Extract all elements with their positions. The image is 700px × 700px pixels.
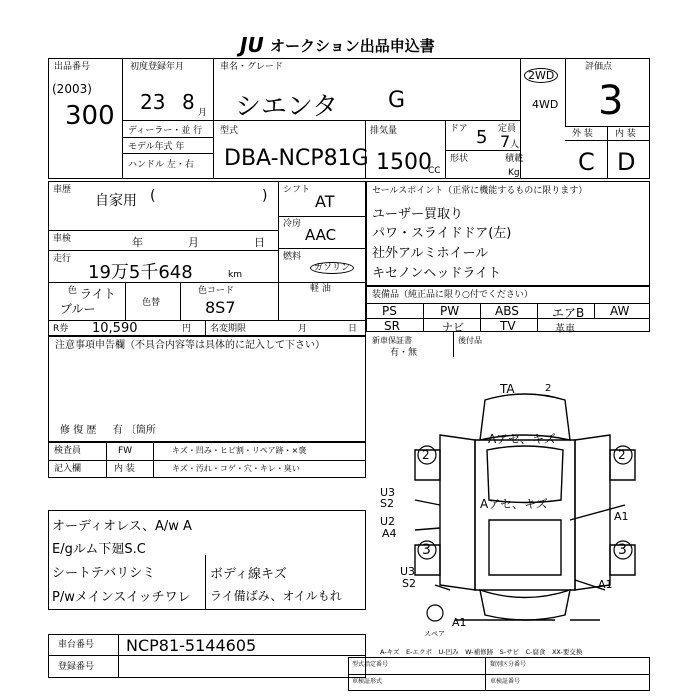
displacement-value: 1500 bbox=[376, 150, 432, 175]
tire-label-rr: 3 bbox=[618, 542, 627, 558]
color-change-label: 色替 bbox=[142, 298, 161, 308]
exterior-grade: C bbox=[578, 148, 595, 176]
capacity-label: 定員 bbox=[498, 124, 517, 134]
name-change-day: 日 bbox=[348, 324, 358, 334]
spare-label: スペア bbox=[424, 630, 445, 638]
recycle-unit: 円 bbox=[182, 324, 192, 334]
interior-grade: D bbox=[617, 148, 636, 176]
type-label: 型式 bbox=[220, 126, 239, 136]
sales-point-4: キセノンヘッドライト bbox=[372, 266, 501, 281]
interior-inspect-text: キズ・汚れ・コゲ・穴・キレ・臭い bbox=[172, 464, 300, 473]
equip-pw: PW bbox=[440, 304, 460, 318]
doors-value: 5 bbox=[476, 127, 488, 148]
cc-unit: CC bbox=[428, 166, 441, 176]
interior-inspect-label: 内 装 bbox=[114, 464, 135, 474]
footer-f1: 型式指定番号 bbox=[352, 661, 389, 668]
recycle-value: 10,590 bbox=[92, 321, 138, 336]
history-label: 車歴 bbox=[53, 185, 72, 195]
color-code-label: 色コード bbox=[198, 286, 235, 296]
inspector-note-3: シートテバリシミ bbox=[52, 566, 156, 581]
name-change-month: 月 bbox=[298, 324, 308, 334]
mileage-value: 19万5千648 bbox=[88, 262, 193, 283]
drive-2wd: 2WD bbox=[524, 68, 558, 83]
listing-number: 300 bbox=[65, 101, 115, 131]
model-year-label: モデル年式 年 bbox=[128, 142, 185, 152]
shift-label: シフト bbox=[283, 185, 311, 195]
footer-f2: 類別区分番号 bbox=[490, 661, 527, 668]
load-label: 積載 bbox=[505, 154, 524, 164]
history-paren-open: ( bbox=[150, 188, 156, 204]
fw-text: キズ・凹み・ヒビ割・リペア跡・×褒 bbox=[172, 446, 307, 455]
reg-no-label: 登録番号 bbox=[58, 662, 95, 672]
capacity-unit: 人 bbox=[510, 140, 520, 150]
diagram-center-label: Aアセ、キズ bbox=[480, 497, 548, 511]
sales-point-2: パワ・スライドドア(左) bbox=[372, 226, 512, 241]
mileage-unit: km bbox=[228, 270, 242, 280]
repair-history: 修 復 歴 有 〔箇所 bbox=[60, 425, 156, 436]
diagram-u2: U2 bbox=[380, 515, 396, 528]
equip-abs: ABS bbox=[495, 304, 519, 318]
shift-value: AT bbox=[315, 192, 335, 211]
inspection-day: 日 bbox=[254, 236, 265, 249]
color-label: 色 bbox=[68, 286, 78, 296]
footer-f4: 車検証番号 bbox=[490, 678, 521, 685]
displacement-label: 排気量 bbox=[370, 126, 398, 136]
chassis-label: 車台番号 bbox=[58, 640, 95, 650]
color-value: ライトブルー bbox=[60, 287, 116, 316]
cooler-value: AAC bbox=[305, 226, 337, 244]
dealer-label: ディーラー・並 行 bbox=[128, 126, 203, 136]
rating-label: 評価点 bbox=[585, 62, 613, 72]
footer-f3: 車検証形式 bbox=[352, 678, 383, 685]
equip-navi: ナビ bbox=[442, 321, 464, 334]
tire-label-fr: 2 bbox=[618, 448, 626, 462]
inspector-note-6: ライ備ばみ、オイルもれ bbox=[210, 589, 342, 603]
drive-4wd: 4WD bbox=[532, 98, 559, 111]
diagram-u3b: U3 bbox=[400, 565, 416, 578]
cooler-label: 冷房 bbox=[283, 219, 302, 229]
tire-label-fl: 2 bbox=[422, 448, 430, 462]
equip-aw: AW bbox=[610, 304, 630, 318]
fuel-gasoline: ガソリン bbox=[310, 262, 354, 274]
kg-unit: Kg bbox=[508, 168, 520, 178]
diagram-top-label-2: 2 bbox=[545, 383, 552, 394]
diagram-u3: U3 bbox=[380, 486, 396, 499]
registration-month-unit: 月 bbox=[198, 108, 208, 118]
listing-label: 出品番号 bbox=[54, 62, 91, 72]
diagram-a1-rear: A1 bbox=[598, 578, 613, 591]
tire-label-rl: 3 bbox=[422, 542, 431, 558]
form-title: オークション出品申込書 bbox=[270, 37, 435, 55]
diagram-s2: S2 bbox=[380, 497, 394, 510]
car-name: シエンタ bbox=[235, 92, 338, 122]
equip-airbag: エアB bbox=[552, 306, 585, 320]
inspection-month: 月 bbox=[188, 236, 199, 249]
history-paren-close: ) bbox=[262, 188, 268, 204]
chassis-value: NCP81-5144605 bbox=[126, 636, 257, 655]
inspector-note-4: P/wメインスイッチワレ bbox=[52, 590, 191, 605]
diagram-top-label: TA bbox=[500, 382, 515, 396]
equipment-label: 装備品（純正品に限り○付でください） bbox=[372, 290, 533, 300]
manual-has: 有・無 bbox=[390, 348, 418, 358]
exterior-label: 外 装 bbox=[572, 129, 593, 139]
listing-code: (2003) bbox=[52, 82, 92, 96]
registration-month: 8 bbox=[182, 90, 195, 114]
mileage-label: 走行 bbox=[53, 254, 72, 264]
fw-label: FW bbox=[118, 446, 133, 456]
inspection-label: 車検 bbox=[53, 234, 72, 244]
inspector-note-1: オーディオレス、A/w A bbox=[52, 519, 192, 534]
sales-points-label: セールスポイント（正常に機能するものに限ります） bbox=[372, 186, 588, 196]
diagram-a1-right: A1 bbox=[614, 510, 629, 523]
interior-label: 内 装 bbox=[615, 129, 636, 139]
car-grade: G bbox=[388, 88, 406, 113]
equip-tv: TV bbox=[500, 319, 516, 333]
diagram-s2b: S2 bbox=[402, 577, 416, 590]
registration-label: 初度登録年月 bbox=[130, 62, 185, 72]
ju-logo: JU bbox=[240, 33, 264, 57]
equip-sr: SR bbox=[384, 319, 400, 333]
sales-point-3: 社外アルミホイール bbox=[372, 246, 489, 261]
equip-ps: PS bbox=[382, 304, 397, 318]
spare-tire bbox=[427, 605, 443, 621]
car-name-label: 車名・グレード bbox=[220, 62, 284, 72]
sales-point-1: ユーザー買取り bbox=[372, 207, 464, 222]
handle-label: ハンドル 左・右 bbox=[128, 160, 194, 170]
diagram-a4: A4 bbox=[382, 527, 397, 540]
inspector-label: 検査員 bbox=[54, 446, 82, 456]
equip-leather: 革車 bbox=[555, 324, 575, 335]
damage-legend: A-キズ E-エクボ U-凹み W-補修跡 S-サビ C-腐食 XX-要交換 bbox=[380, 648, 583, 656]
recycle-label: R券 bbox=[53, 324, 69, 334]
rating-value: 3 bbox=[598, 78, 624, 124]
fuel-label: 燃料 bbox=[283, 252, 302, 262]
diagram-a1-bottom: A1 bbox=[452, 616, 467, 629]
registration-year: 23 bbox=[140, 90, 166, 114]
after-label: 後付品 bbox=[458, 336, 482, 345]
name-change-label: 名変期限 bbox=[210, 324, 247, 334]
manual-label: 新車保証書 bbox=[372, 336, 412, 345]
inspector-note-2: E/gルム下廻S.C bbox=[52, 542, 146, 557]
color-code-value: 8S7 bbox=[205, 298, 236, 317]
type-value: DBA-NCP81G bbox=[224, 146, 369, 171]
inspection-year: 年 bbox=[132, 236, 143, 249]
capacity-value: 7 bbox=[500, 132, 511, 151]
fuel-diesel: 軽 油 bbox=[310, 284, 331, 294]
inspector-note-5: ボディ線キズ bbox=[210, 567, 287, 582]
history-value: 自家用 bbox=[95, 193, 137, 209]
inspector-label2: 記入欄 bbox=[54, 464, 82, 474]
doors-label: ドア bbox=[450, 124, 468, 134]
diagram-front-label: Aアセ、キズ bbox=[488, 432, 556, 446]
shape-label: 形状 bbox=[450, 154, 469, 164]
notes-label: 注意事項申告欄（不具合内容等は具体的に記入して下さい） bbox=[55, 340, 325, 351]
